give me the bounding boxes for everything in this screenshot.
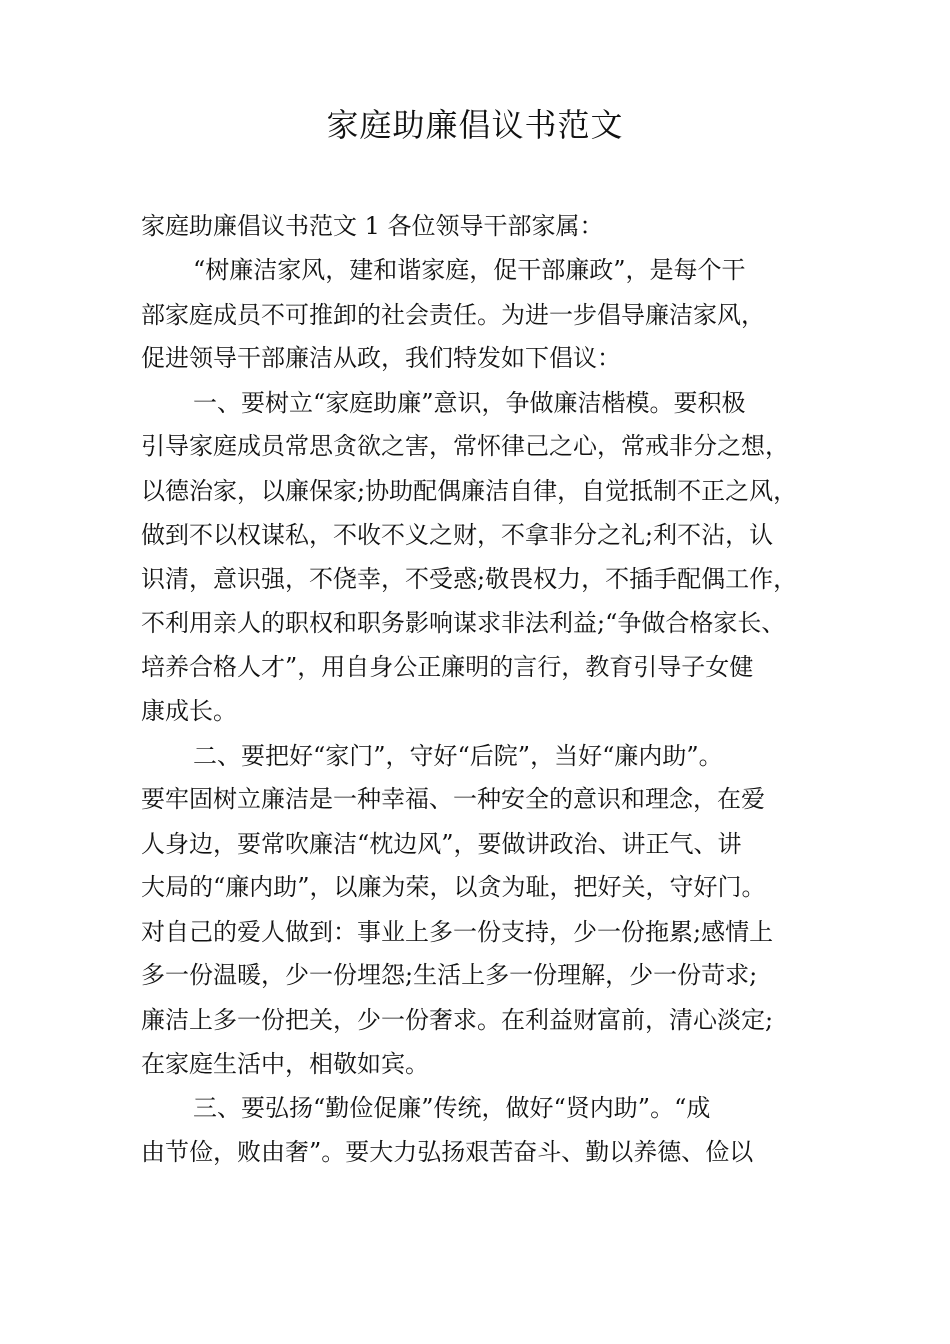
text-line: 培养合格人才”，用自身公正廉明的言行，教育引导子女健: [141, 653, 754, 681]
text-line: 康成长。: [141, 697, 237, 725]
text-line: 大局的“廉内助”，以廉为荣，以贪为耻，把好关，守好门。: [141, 873, 766, 901]
document-title: 家庭助廉倡议书范文: [326, 106, 624, 144]
text-line: 多一份温暖，少一份埋怨;生活上多一份理解，少一份苛求;: [141, 961, 758, 989]
text-line: 部家庭成员不可推卸的社会责任。为进一步倡导廉洁家风，: [141, 301, 765, 329]
text-line: 不利用亲人的职权和职务影响谋求非法利益;“争做合格家长、: [141, 609, 786, 637]
text-line: 对自己的爱人做到：事业上多一份支持，少一份拖累;感情上: [141, 918, 774, 946]
text-line: 家庭助廉倡议书范文 1 各位领导干部家属：: [141, 212, 604, 240]
text-line: 引导家庭成员常思贪欲之害，常怀律己之心，常戒非分之想，: [141, 432, 789, 460]
text-line: 促进领导干部廉洁从政，我们特发如下倡议：: [141, 344, 621, 372]
text-line: 要牢固树立廉洁是一种幸福、一种安全的意识和理念，在爱: [141, 785, 765, 813]
text-line: 在家庭生活中，相敬如宾。: [141, 1050, 429, 1078]
text-line: 由节俭，败由奢”。要大力弘扬艰苦奋斗、勤以养德、俭以: [141, 1138, 754, 1166]
text-line: 廉洁上多一份把关，少一份奢求。在利益财富前，清心淡定;: [141, 1006, 774, 1034]
text-line: 做到不以权谋私，不收不义之财，不拿非分之礼;利不沾，认: [141, 521, 774, 549]
text-line: 二、要把好“家门”，守好“后院”，当好“廉内助”。: [193, 742, 723, 770]
text-line: 识清，意识强，不侥幸，不受惑;敬畏权力，不插手配偶工作，: [141, 565, 798, 593]
text-line: 一、要树立“家庭助廉”意识，争做廉洁楷模。要积极: [193, 389, 746, 417]
text-line: 三、要弘扬“勤俭促廉”传统，做好“贤内助”。“成: [193, 1094, 711, 1122]
text-line: “树廉洁家风，建和谐家庭，促干部廉政”，是每个干: [193, 256, 746, 284]
text-line: 以德治家，以廉保家;协助配偶廉洁自律，自觉抵制不正之风，: [141, 477, 798, 505]
text-line: 人身边，要常吹廉洁“枕边风”，要做讲政治、讲正气、讲: [141, 830, 742, 858]
